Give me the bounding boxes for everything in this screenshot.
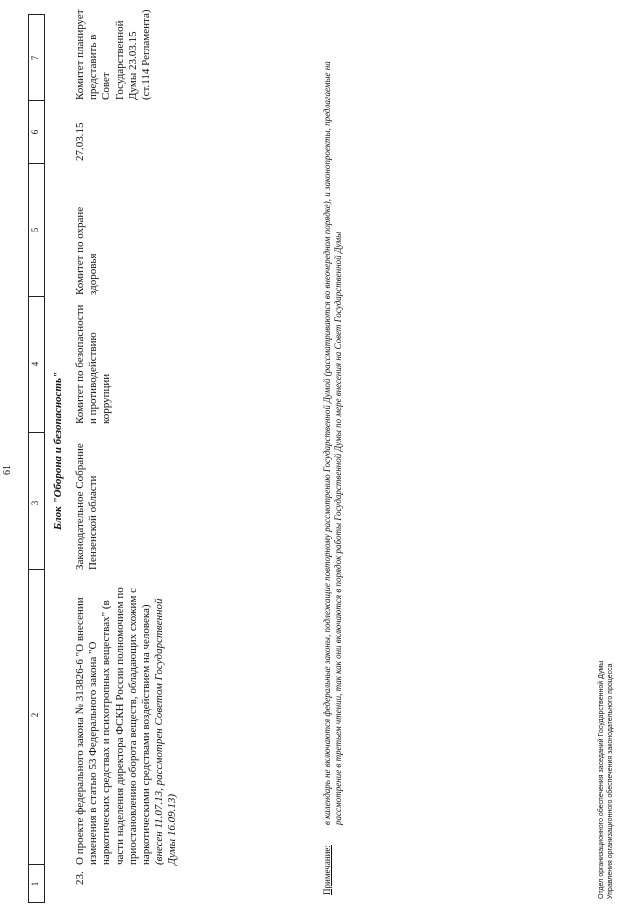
column-number: 4 xyxy=(30,361,40,367)
column-divider xyxy=(28,864,45,865)
header-top-rule xyxy=(28,14,29,903)
row-number: 23. xyxy=(74,871,86,885)
footnote-label: Примечание: xyxy=(322,845,332,895)
initiator: Законодательное Собрание Пензенской области xyxy=(74,443,100,570)
block-title: Блок "Оборона и безопасность" xyxy=(52,371,64,530)
column-number: 1 xyxy=(30,881,40,887)
department-signature xyxy=(597,661,615,899)
column-divider xyxy=(28,14,45,15)
bill-description: О проекте федерального закона № 313826-6 "О внесении изменения в статью 53 Федерального закона "О наркотических средствах и психотропных веществах" (в части наделения директора ФСКН России полномочием по приостановлению оборота веществ, обладающих схожим с наркотическими средствами воздействием на человека) xyxy=(74,587,153,865)
footnote-text: в календарь не включаются федеральные законы, подлежащие повторному рассмотрению Государственной Думой (рассматриваются во внеочередном порядке), и законопроекты, предлагаемые на рассмотрение в третьем чтении, так как они включаются в порядок работы Государственной Думы по мере внесения на Совет Государственной Думы xyxy=(322,61,343,825)
column-divider xyxy=(28,569,45,570)
co-committee: Комитет по охране здоровья xyxy=(74,206,100,295)
column-number: 7 xyxy=(30,55,40,61)
remark: Комитет планирует представить в Совет Государственной Думы 23.03.15 (ст.114 Регламента) xyxy=(74,9,153,100)
column-divider xyxy=(28,902,45,903)
column-divider xyxy=(28,296,45,297)
column-number: 3 xyxy=(30,500,40,506)
responsible-committee: Комитет по безопасности и противодействию коррупции xyxy=(74,304,113,424)
column-header xyxy=(28,0,45,905)
department-line: Отдел организационного обеспечения заседаний Государственной Думы xyxy=(598,660,605,899)
department-line: Управления организационного обеспечения законодательного процесса xyxy=(607,663,614,899)
bill-description-cell xyxy=(74,572,180,865)
column-divider xyxy=(28,163,45,164)
column-number: 2 xyxy=(30,712,40,718)
header-bottom-rule xyxy=(44,14,45,903)
column-number: 5 xyxy=(30,227,40,233)
date: 27.03.15 xyxy=(74,122,86,161)
bill-note: (внесен 11.07.13, рассмотрен Советом Государственной Думы 16.09.13) xyxy=(153,598,179,865)
page-number: 61 xyxy=(2,465,13,475)
column-divider xyxy=(28,100,45,101)
column-number: 6 xyxy=(30,129,40,135)
column-divider xyxy=(28,432,45,433)
